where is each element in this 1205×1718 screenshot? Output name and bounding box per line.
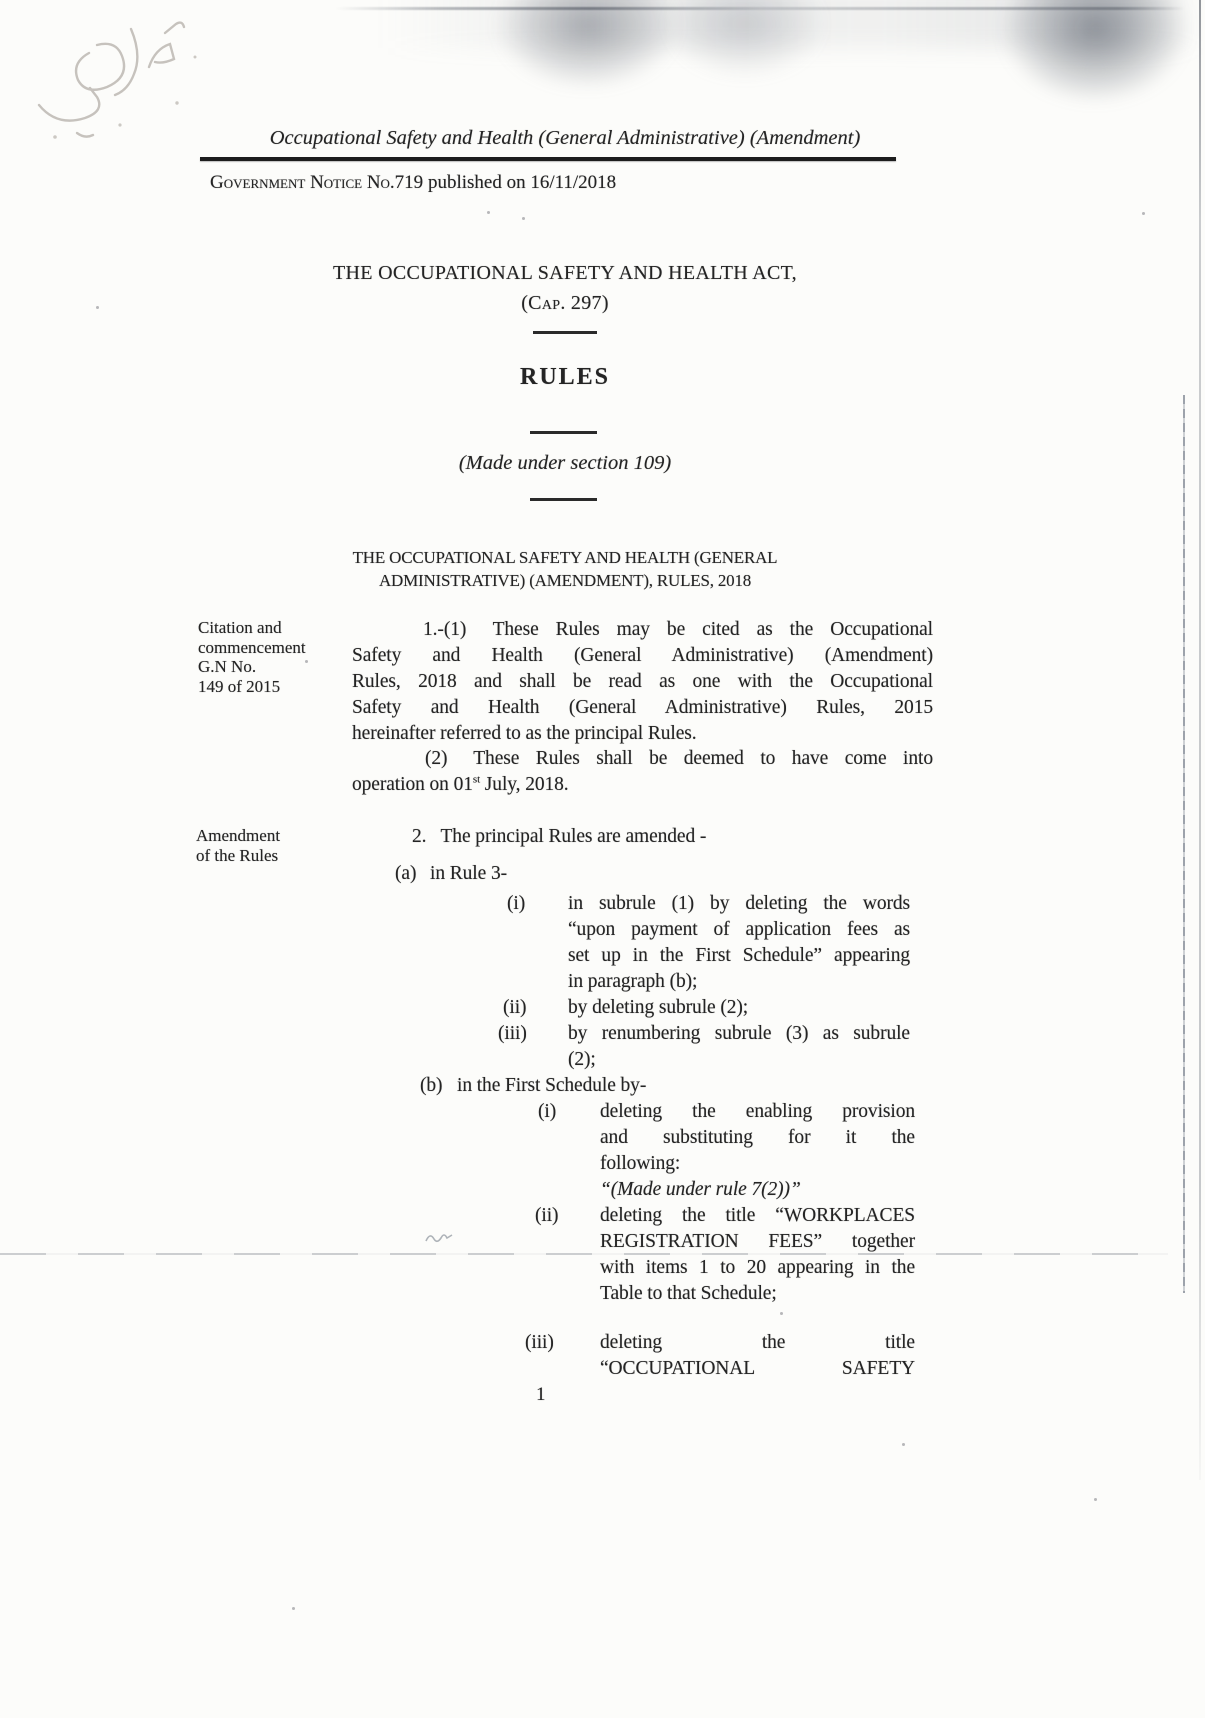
body-line: REGISTRATION FEES” together: [600, 1231, 915, 1252]
government-notice-line: [210, 170, 616, 196]
divider-rule: [530, 498, 597, 501]
item-b-text: in the First Schedule by-: [457, 1075, 647, 1096]
body-line: hereinafter referred to as the principal Rules.: [352, 723, 697, 744]
pencil-scribble-top-left: [25, 5, 235, 165]
divider-rule: [533, 331, 597, 334]
body-line: (2);: [568, 1049, 596, 1070]
scan-speck: [522, 217, 525, 220]
rules-subtitle-line2: ADMINISTRATIVE) (AMENDMENT), RULES, 2018: [378, 571, 752, 590]
item-b-i-label: (i): [538, 1101, 557, 1122]
item-b-iii-lines: [600, 1330, 915, 1382]
item-a-label: (a): [395, 863, 417, 884]
government-notice-date: published on 16/11/2018: [423, 172, 617, 193]
item-a-i-lines: [568, 891, 910, 995]
pencil-scribble-mid: [424, 1228, 456, 1246]
body-line: [352, 772, 933, 798]
item-b-label: (b): [420, 1075, 443, 1096]
scan-page-edge-line: [1199, 0, 1201, 1480]
item-b-ii-label: (ii): [535, 1205, 559, 1226]
body-line-text: July, 2018.: [480, 774, 569, 795]
rules-subtitle: [255, 546, 875, 592]
item-a-iii-label: (iii): [498, 1023, 527, 1044]
ordinal-superscript: st: [472, 773, 481, 786]
margin-note-line: G.N No.: [198, 657, 257, 676]
body-line: following:: [600, 1153, 681, 1174]
body-line: Safety and Health (General Administrative) (Amendment): [352, 645, 933, 666]
body-line: deleting the title: [600, 1332, 915, 1353]
page-number: 1: [536, 1384, 546, 1405]
rule1-paragraph1: [352, 617, 933, 747]
scan-speck: [96, 306, 99, 309]
header-rule: [200, 157, 896, 161]
running-title: Occupational Safety and Health (General Administrative) (Amendment): [269, 127, 861, 149]
body-line: Table to that Schedule;: [600, 1283, 777, 1304]
body-line: Safety and Health (General Administrative) Rules, 2015: [352, 697, 933, 718]
body-line-text: operation on 01: [352, 774, 473, 795]
body-line: 1.-(1) These Rules may be cited as the Occupational: [423, 619, 933, 640]
body-line: and substituting for it the: [600, 1127, 915, 1148]
margin-note-line: of the Rules: [196, 845, 279, 865]
margin-note-line: commencement: [198, 637, 306, 657]
item-b-iii-label: (iii): [525, 1332, 554, 1353]
item-a-i-label: (i): [507, 893, 526, 914]
item-a-text: in Rule 3-: [430, 863, 507, 884]
margin-note-line: Citation and: [198, 618, 282, 637]
body-line: deleting the enabling provision: [600, 1101, 915, 1122]
body-line: “OCCUPATIONAL SAFETY: [600, 1358, 915, 1379]
scan-speck: [292, 1607, 295, 1610]
scan-vertical-line: [1183, 395, 1185, 1293]
rules-heading: RULES: [519, 364, 611, 390]
divider-rule: [530, 431, 597, 434]
scan-faint-horizontal-line: [0, 1253, 1168, 1255]
body-line: (2) These Rules shall be deemed to have come into: [425, 748, 933, 769]
margin-note-amendment: [196, 826, 326, 865]
act-title: [255, 258, 875, 318]
scan-speck: [1142, 212, 1145, 215]
act-title-cap: (Cap. 297): [521, 292, 609, 314]
item-a-ii-label: (ii): [503, 997, 527, 1018]
margin-note-line: Amendment: [196, 826, 281, 845]
body-line: in paragraph (b);: [568, 971, 698, 992]
body-line-quoted-provision: “(Made under rule 7(2))”: [600, 1179, 801, 1200]
body-line: with items 1 to 20 appearing in the: [600, 1257, 915, 1278]
body-line: by renumbering subrule (3) as subrule: [568, 1023, 910, 1044]
margin-note-line: 149 of 2015: [198, 676, 281, 696]
scan-speck: [1094, 1498, 1097, 1501]
body-line: set up in the First Schedule” appearing: [568, 945, 910, 966]
item-b-ii-lines: [600, 1203, 915, 1307]
scan-streak-top-edge: [335, 7, 1185, 10]
body-line: “upon payment of application fees as: [568, 919, 910, 940]
item-b-i-lines: [600, 1099, 915, 1203]
scan-speck: [902, 1443, 905, 1446]
government-notice-number: Government Notice No.719: [210, 172, 424, 193]
rule2-intro: 2. The principal Rules are amended -: [412, 826, 707, 847]
body-line: in subrule (1) by deleting the words: [568, 893, 910, 914]
act-title-line1: THE OCCUPATIONAL SAFETY AND HEALTH ACT,: [333, 262, 797, 284]
scan-speck: [487, 211, 490, 214]
rules-subtitle-line1: THE OCCUPATIONAL SAFETY AND HEALTH (GENERAL: [352, 548, 778, 567]
rule1-paragraph2: [352, 746, 933, 798]
body-line: deleting the title “WORKPLACES: [600, 1205, 915, 1226]
margin-note-citation: [198, 618, 328, 696]
scan-speck: [780, 1312, 783, 1315]
item-a-ii-text: by deleting subrule (2);: [568, 997, 749, 1018]
made-under-line: (Made under section 109): [458, 452, 672, 474]
item-a-iii-lines: [568, 1021, 910, 1073]
body-line: Rules, 2018 and shall be read as one with the Occupational: [352, 671, 933, 692]
